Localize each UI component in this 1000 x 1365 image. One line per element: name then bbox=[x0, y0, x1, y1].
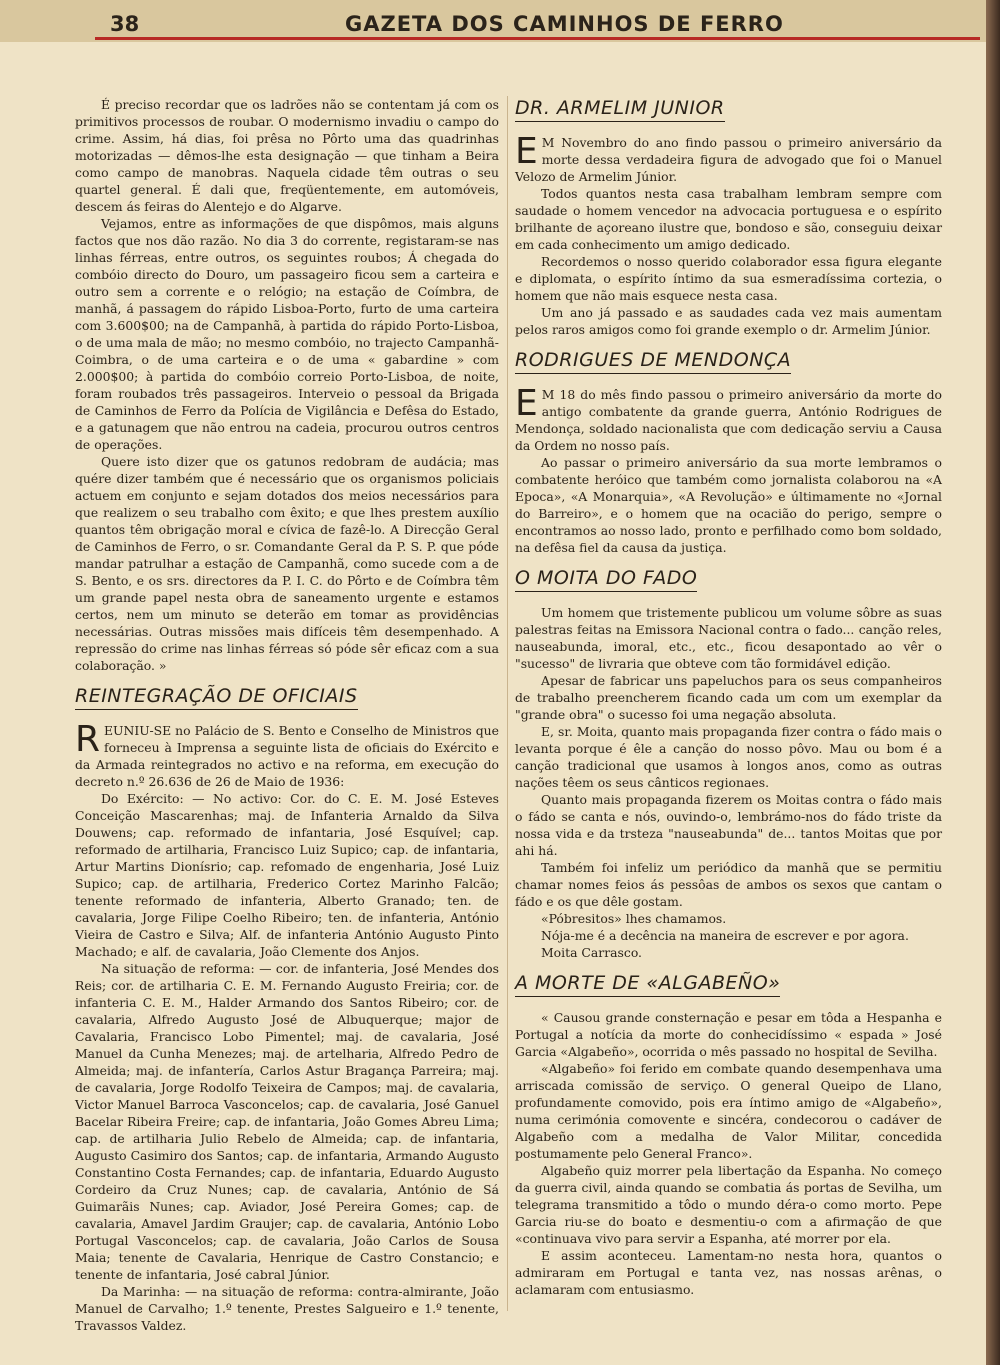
intro-text: M Novembro do ano findo passou o primeiro aniversário da morte dessa verdadeira figura de advogado que foi o Manuel Velozo de Armelim Júnior. bbox=[515, 135, 942, 184]
page-number: 38 bbox=[110, 12, 140, 36]
section-heading-wrap bbox=[515, 971, 942, 997]
article-paragraph: «Algabeño» foi ferido em combate quando desempenhava uma arriscada comissão de serviço. O general Queipo de Llano, profundamente comovido, pois era íntimo amigo de «Algabeño», numa cerimónia comovente e sincéra, condecorou o cadáver de Algabeño com a medalha de Valor Militar, concedida postumamente pelo General Franco». bbox=[515, 1061, 942, 1161]
article-paragraph: Na situação de reforma: — cor. de infanteria, José Mendes dos Reis; cor. de artilharia C. E. M. Fernando Augusto Freiria; cor. de infanteria C. E. M., Halder Armando dos Santos Ribeiro; cor. de cavalaria, Alfredo Augusto José de Albuquerque; major de Cavalaria, Francisco Lobo Pimentel; maj. de cavalaria, José Manuel da Cunha Menezes; maj. de artelharia, Alfredo Pedro de Almeida; maj. de infantería, Carlos Astur Bragança Parreira; maj. de cavalaria, Jorge Rodolfo Teixeira de Campos; maj. de cavalaria, Victor Manuel Barroca Vasconcelos; cap. de cavalaria, José Ganuel Bacelar Ribeira Freire; cap. de infantaria, João Gomes Abreu Lima; cap. de artilharia Julio Rebelo de Almeida; cap. de infantaria, Augusto Casimiro dos Santos; cap. de infantaria, Armando Augusto Constantino Costa Fernandes; cap. de infantaria, Eduardo Augusto Cordeiro da Cruz Nunes; cap. de cavalaria, António de Sá Guimarãis Nunes; cap. Aviador, José Pereira Gomes; cap. de cavalaria, Amavel Jardim Graujer; cap. de cavalaria, António Lobo Portugal Vasconcelos; cap. de cavalaria, João Carlos de Sousa Maia; tenente de Cavalaria, Henrique de Castro Constancio; e tenente de infantaria, José cabral Júnior. bbox=[75, 961, 499, 1282]
section-heading-armelim: DR. ARMELIM JUNIOR bbox=[515, 96, 725, 122]
article-paragraph: E, sr. Moita, quanto mais propaganda fizer contra o fádo mais o levanta porque é êle a canção do nosso pôvo. Mau ou bom é a canção tradicional que usamos à longos anos, como as outras nações têem os seus cânticos regionaes. bbox=[515, 724, 942, 790]
column-divider bbox=[507, 96, 508, 1311]
section-heading-wrap bbox=[515, 96, 942, 122]
article-signature: Moita Carrasco. bbox=[541, 945, 642, 960]
header-rule bbox=[95, 37, 980, 40]
article-paragraph: É preciso recordar que os ladrões não se contentam já com os primitivos processos de roubar. O modernismo invadiu o campo do crime. Assim, há dias, foi prêsa no Pôrto uma das quadrinhas motorizadas — dêmos-lhe esta designação — que tinham a Beira como campo de manobras. Naquela cidade têm outras o seu quartel general. É dali que, freqüentemente, em automóveis, descem ás feiras do Alentejo e do Algarve. bbox=[75, 97, 499, 214]
left-column bbox=[75, 96, 499, 1334]
section-heading-wrap bbox=[515, 566, 942, 592]
right-column bbox=[515, 96, 942, 1298]
page-edge bbox=[986, 0, 1000, 1365]
article-paragraph: Algabeño quiz morrer pela libertação da Espanha. No começo da guerra civil, ainda quando se combatia ás portas de Sevilha, um telegrama transmitido a tôdo o mundo déra-o como morto. Pepe Garcia riu-se do boato e desmentiu-o com a afirmação de que «continuava vivo para servir a Espanha, até morrer por ela. bbox=[515, 1163, 942, 1246]
intro-text: M 18 do mês findo passou o primeiro aniversário da morte do antigo combatente da grande guerra, António Rodrigues de Mendonça, soldado nacionalista que com dedicação serviu a Causa da Ordem no nosso país. bbox=[515, 387, 942, 453]
section-intro bbox=[515, 383, 942, 454]
article-paragraph: Ao passar o primeiro aniversário da sua morte lembramos o combatente heróico que também como jornalista colaborou na «A Epoca», «A Monarquia», «A Revolução» e últimamente no «Jornal do Barreiro», e o homem que na ocacião do perigo, sempre o encontramos ao nosso lado, pronto e perfilhado como bom soldado, na defêsa fiel da causa da justiça. bbox=[515, 455, 942, 555]
section-heading-wrap bbox=[75, 684, 499, 710]
article-paragraph: Um homem que tristemente publicou um volume sôbre as suas palestras feitas na Emissora Nacional contra o fado... canção reles, nauseabunda, imoral, etc., etc., ficou desapontado ao vêr o "sucesso" de livraria que obteve com tão formidável edição. bbox=[515, 605, 942, 671]
article-paragraph: Também foi infeliz um periódico da manhã que se permitiu chamar nomes feios ás pessôas de ambos os sexos que cantam o fádo e os que dêle gostam. bbox=[515, 860, 942, 909]
drop-cap: E bbox=[515, 131, 538, 172]
article-paragraph: Todos quantos nesta casa trabalham lembram sempre com saudade o homem vencedor na advocacia portuguesa e o espírito brilhante de açoreano ilustre que, bondoso e são, conseguiu deixar em cada conhecimento um amigo dedicado. bbox=[515, 186, 942, 252]
article-paragraph: Vejamos, entre as informações de que dispômos, mais alguns factos que nos dão razão. No dia 3 do corrente, registaram-se nas linhas férreas, entre outros, os seguintes roubos; Á chegada do combóio directo do Douro, um passageiro ficou sem a carteira e outro sem a corrente e o relógio; na estação de Coímbra, de manhã, á passagem do rápido Lisboa-Porto, furto de uma carteira com 3.600$00; na de Campanhã, à partida do rápido Porto-Lisboa, o de uma mala de mão; no mesmo combóio, no trajecto Campanhã-Coimbra, o de uma carteira e o de uma « gabardine » com 2.000$00; à partida do combóio correio Porto-Lisboa, de noite, foram roubados três passageiros. Interveio o pessoal da Brigada de Caminhos de Ferro da Polícia de Vigilância e Defêsa do Estado, e a gatunagem que não entrou na cadeia, procurou outros centros de operações. bbox=[75, 216, 499, 452]
article-paragraph: E assim aconteceu. Lamentam-no nesta hora, quantos o admiraram em Portugal e tanta vez, nas nossas arênas, o aclamaram com entusiasmo. bbox=[515, 1248, 942, 1297]
article-paragraph: Quanto mais propaganda fizerem os Moitas contra o fádo mais o fádo se canta e nós, ouvindo-o, lembrámo-nos do fádo triste da nossa vida e da trsteza "nauseabunda" de... tantos Moitas que por ahi há. bbox=[515, 792, 942, 858]
section-intro bbox=[75, 719, 499, 790]
drop-cap: E bbox=[515, 383, 538, 424]
journal-title: GAZETA DOS CAMINHOS DE FERRO bbox=[345, 12, 784, 36]
section-heading-mendonca: RODRIGUES DE MENDONÇA bbox=[515, 348, 791, 374]
article-paragraph: «Póbresitos» lhes chamamos. bbox=[541, 911, 727, 926]
article-paragraph: Da Marinha: — na situação de reforma: contra-almirante, João Manuel de Carvalho; 1.º tenente, Prestes Salgueiro e 1.º tenente, Travassos Valdez. bbox=[75, 1284, 499, 1333]
section-heading-wrap bbox=[515, 348, 942, 374]
article-paragraph: Do Exército: — No activo: Cor. do C. E. M. José Esteves Conceição Mascarenhas; maj. de Infanteria Arnaldo da Silva Douwens; cap. reformado de infantaria, José Esquível; cap. reformado de artilharia, Francisco Luiz Supico; cap. de infantaria, Artur Martins Dionísrio; cap. refomado de engenharia, José Luiz Supico; cap. de artilharia, Frederico Cortez Marinho Falcão; tenente reformado de infanteria, Alberto Granado; ten. de cavalaria, Jorge Filipe Coelho Ribeiro; ten. de infanteria, António Vieira de Castro e Silva; Alf. de infanteria António Augusto Pinto Machado; e alf. de cavalaria, João Clemente dos Anjos. bbox=[75, 791, 499, 959]
article-paragraph: Um ano já passado e as saudades cada vez mais aumentam pelos raros amigos como foi grande exemplo o dr. Armelim Júnior. bbox=[515, 305, 942, 337]
article-paragraph: Apesar de fabricar uns papeluchos para os seus companheiros de trabalho preencherem ficando cada um com um exemplar da "grande obra" o sucesso foi uma negação absoluta. bbox=[515, 673, 942, 722]
section-heading-algabeno: A MORTE DE «ALGABEÑO» bbox=[515, 971, 780, 997]
drop-cap: R bbox=[75, 719, 101, 760]
article-paragraph: Nója-me é a decência na maneira de escrever e por agora. bbox=[541, 928, 909, 943]
article-paragraph: Recordemos o nosso querido colaborador essa figura elegante e diplomata, o espírito íntimo da sua esmeradíssima cortezia, o homem que não mais esquece nesta casa. bbox=[515, 254, 942, 303]
section-heading-reintegracao: REINTEGRAÇÃO DE OFICIAIS bbox=[75, 684, 358, 710]
article-paragraph: « Causou grande consternação e pesar em tôda a Hespanha e Portugal a notícia da morte do conhecidíssimo « espada » José Garcia «Algabeño», ocorrida o mês passado no hospital de Sevilha. bbox=[515, 1010, 942, 1059]
article-paragraph: Quere isto dizer que os gatunos redobram de audácia; mas quére dizer também que é necessário que os organismos policiais actuem em conjunto e sejam dotados dos meios necessários para que realizem o seu trabalho com êxito; e que lhes prestem auxílio quantos têm obrigação moral e cívica de fazê-lo. A Direcção Geral de Caminhos de Ferro, o sr. Comandante Geral da P. S. P. que póde mandar patrulhar a estação de Campanhã, como sucede com a de S. Bento, e os srs. directores da P. I. C. do Pôrto e de Coímbra têm um grande papel nesta obra de saneamento urgente e estamos certos, nem um minuto se deterão em tomar as providências necessárias. Outras missões mais difíceis têm desempenhado. A repressão do crime nas linhas férreas só póde sêr eficaz com a sua colaboração. » bbox=[75, 454, 499, 673]
intro-text: EUNIU-SE no Palácio de S. Bento e Conselho de Ministros que forneceu à Imprensa a seguinte lista de oficiais do Exército e da Armada reintegrados no activo e na reforma, em execução do decreto n.º 26.636 de 26 de Maio de 1936: bbox=[75, 723, 499, 789]
section-intro bbox=[515, 131, 942, 185]
section-heading-moita: O MOITA DO FADO bbox=[515, 566, 697, 592]
